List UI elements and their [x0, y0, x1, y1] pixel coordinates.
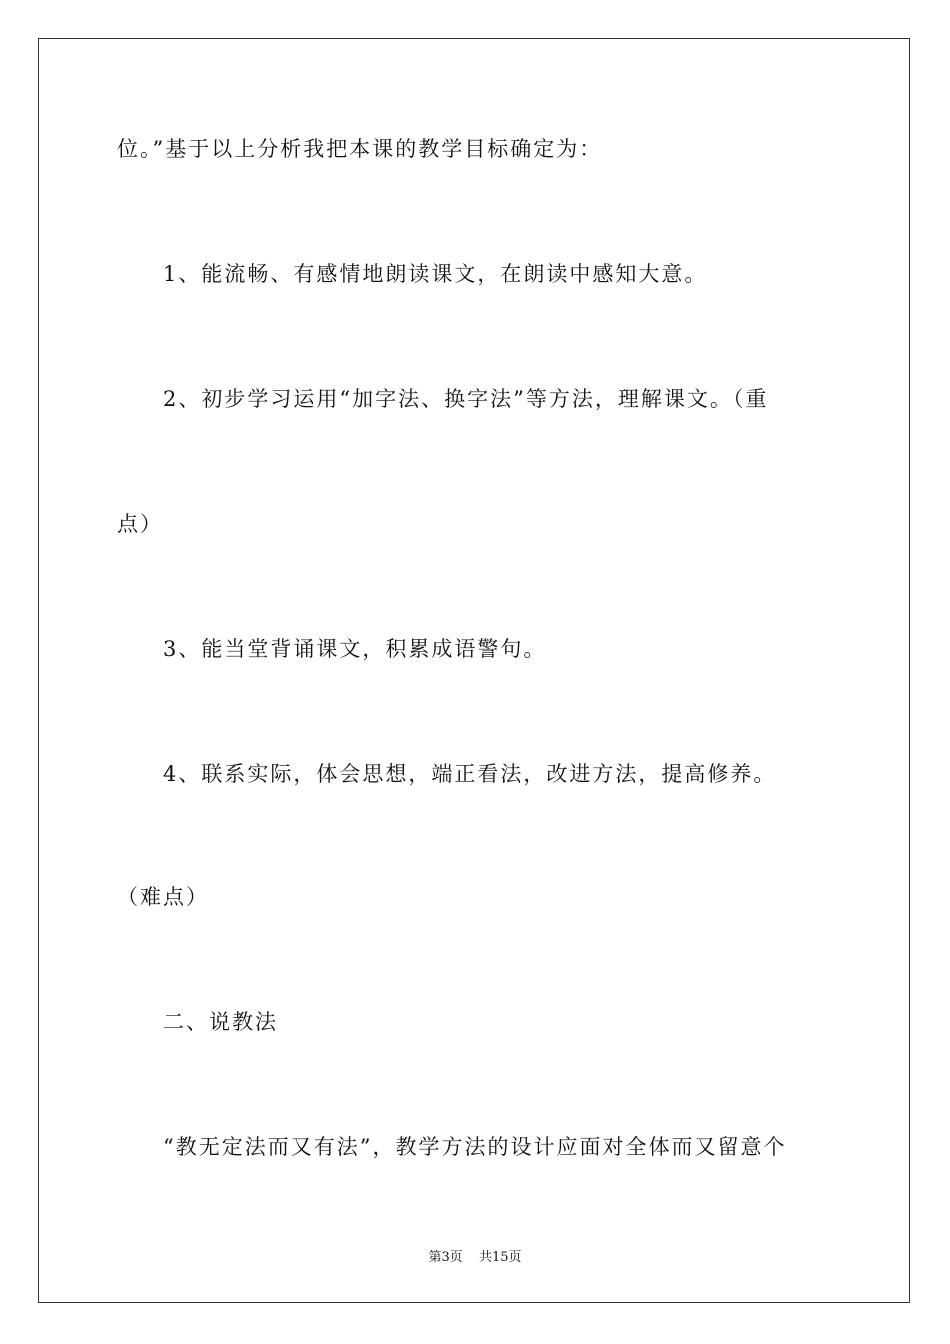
- goal-item-4: 4、联系实际，体会思想，端正看法，改进方法，提高修养。: [163, 762, 777, 786]
- page-footer: [0, 1246, 950, 1265]
- paragraph-line: “教无定法而又有法”，教学方法的设计应面对全体而又留意个: [163, 1135, 787, 1159]
- goal-item-2-continuation: 点）: [117, 512, 163, 536]
- goal-item-3: 3、能当堂背诵课文，积累成语警句。: [163, 637, 547, 661]
- page-border: [38, 38, 910, 1303]
- section-heading: 二、说教法: [163, 1010, 278, 1034]
- goal-item-1: 1、能流畅、有感情地朗读课文，在朗读中感知大意。: [163, 262, 708, 286]
- paragraph-line: 位。”基于以上分析我把本课的教学目标确定为：: [117, 137, 603, 161]
- goal-item-4-continuation: （难点）: [117, 885, 209, 909]
- page-number-current: 第3页: [428, 1250, 463, 1265]
- goal-item-2: 2、初步学习运用“加字法、换字法”等方法，理解课文。（重: [163, 387, 769, 411]
- page-number-total: 共15页: [478, 1250, 522, 1265]
